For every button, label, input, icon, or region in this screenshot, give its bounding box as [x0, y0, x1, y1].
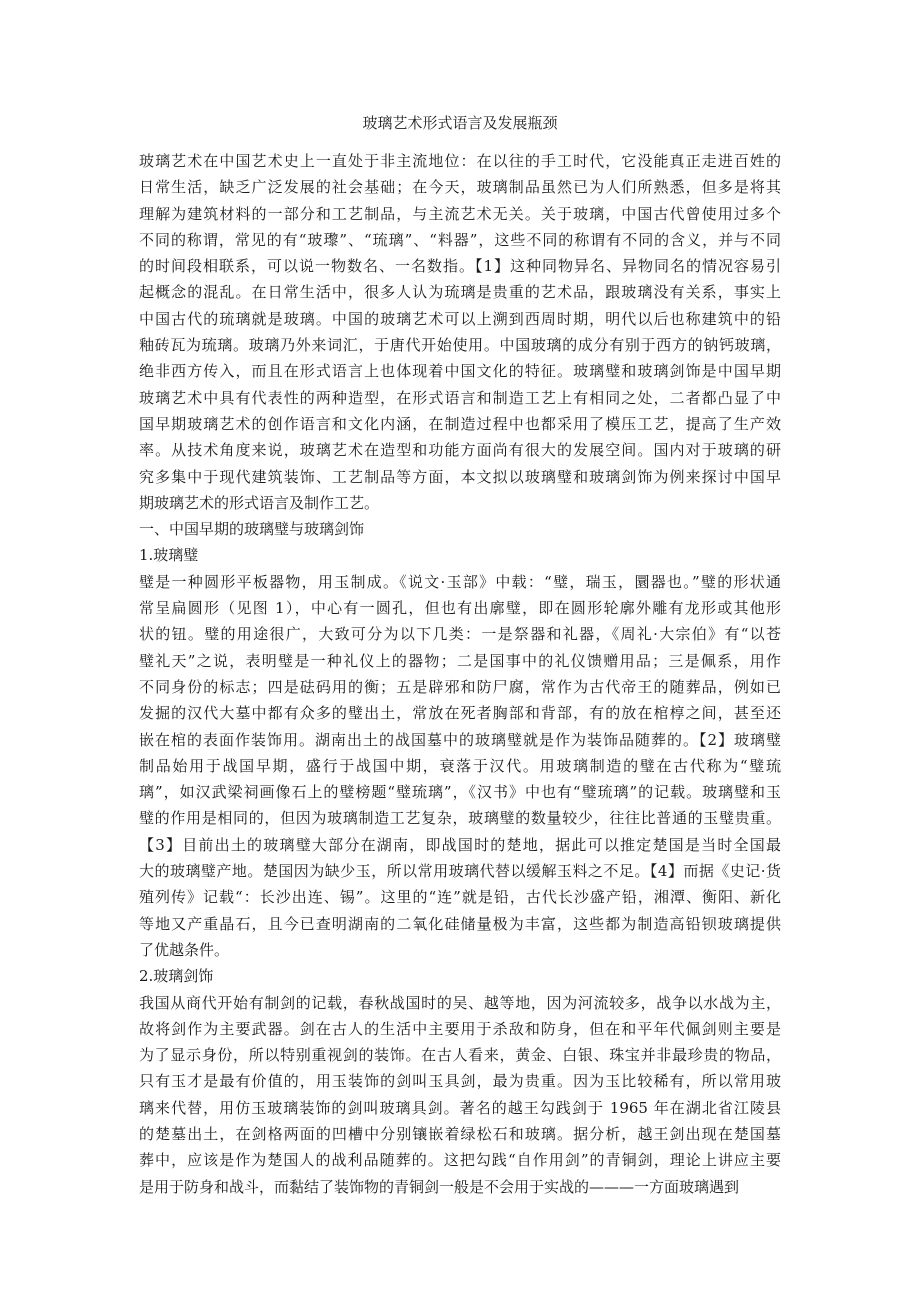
- text-line: 日常生活，缺乏广泛发展的社会基础；在今天，玻璃制品虽然已为人们所熟悉，但多是将其: [139, 178, 781, 197]
- text-line: 不同身份的标志；四是砝码用的衡；五是辟邪和防尸腐，常作为古代帝王的随葬品，例如已: [139, 677, 781, 696]
- text-line: 一、中国早期的玻璃璧与玻璃剑饰: [139, 520, 365, 539]
- section-heading: [139, 963, 781, 989]
- text-line: 只有玉才是最有价值的，用玉装饰的剑叫玉具剑，最为贵重。因为玉比较稀有，所以常用玻: [139, 1072, 781, 1091]
- section-heading: [139, 516, 781, 542]
- text-line: 1.玻璃璧: [139, 546, 199, 565]
- text-line: 不同的称谓，常见的有“玻瓈”、“琉璃”、“料器”，这些不同的称谓有不同的含义，并与不同: [139, 230, 781, 249]
- paragraph: [139, 569, 781, 963]
- text-line: 状的钮。璧的用途很广，大致可分为以下几类：一是祭器和礼器，《周礼·大宗伯》有“以苍: [139, 625, 781, 644]
- text-line: 璧是一种圆形平板器物，用玉制成。《说文·玉部》中载：“璧，瑞玉，圜器也。”璧的形状通: [139, 572, 781, 591]
- text-line: 嵌在棺的表面作装饰用。湖南出土的战国墓中的玻璃璧就是作为装饰品随葬的。【2】玻璃璧: [139, 730, 781, 749]
- text-line: 玻璃艺术中具有代表性的两种造型，在形式语言和制造工艺上有相同之处，二者都凸显了中: [139, 388, 781, 407]
- paragraph: [139, 148, 781, 516]
- text-line: 釉砖瓦为琉璃。玻璃乃外来词汇，于唐代开始使用。中国玻璃的成分有别于西方的钠钙玻璃，: [139, 336, 781, 355]
- text-line: 故将剑作为主要武器。剑在古人的生活中主要用于杀敌和防身，但在和平年代佩剑则主要是: [139, 1019, 781, 1038]
- text-line: 是用于防身和战斗，而黏结了装饰物的青铜剑一般是不会用于实战的———一方面玻璃遇到: [139, 1177, 740, 1196]
- text-line: 璃来代替，用仿玉玻璃装饰的剑叫玻璃具剑。著名的越王勾践剑于 1965 年在湖北省江陵县: [139, 1098, 781, 1117]
- text-line: 殖列传》记载“：长沙出连、锡”。这里的“连”就是铅，古代长沙盛产铅，湘潭、衡阳、新化: [139, 888, 781, 907]
- text-line: 璧的作用是相同的，但因为玻璃制造工艺复杂，玻璃璧的数量较少，往往比普通的玉璧贵重。: [139, 809, 781, 828]
- text-line: 璧礼天”之说，表明璧是一种礼仪上的器物；二是国事中的礼仪馈赠用品；三是佩系，用作: [139, 651, 781, 670]
- text-line: 率。从技术角度来说，玻璃艺术在造型和功能方面尚有很大的发展空间。国内对于玻璃的研: [139, 441, 781, 460]
- text-line: 为了显示身份，所以特别重视剑的装饰。在古人看来，黄金、白银、珠宝并非最珍贵的物品，: [139, 1046, 781, 1065]
- text-line: 葬中，应该是作为楚国人的战利品随葬的。这把勾践“自作用剑”的青铜剑，理论上讲应主要: [139, 1151, 781, 1170]
- text-line: 起概念的混乱。在日常生活中，很多人认为琉璃是贵重的艺术品，跟玻璃没有关系，事实上: [139, 283, 781, 302]
- text-line: 究多集中于现代建筑装饰、工艺制品等方面，本文拟以玻璃璧和玻璃剑饰为例来探讨中国早: [139, 467, 781, 486]
- document-body: [139, 148, 781, 1200]
- text-line: 理解为建筑材料的一部分和工艺制品，与主流艺术无关。关于玻璃，中国古代曾使用过多个: [139, 204, 781, 223]
- document-title: 玻璃艺术形式语言及发展瓶颈: [362, 114, 558, 132]
- text-line: 的楚墓出土，在剑格两面的凹槽中分别镶嵌着绿松石和玻璃。据分析，越王剑出现在楚国墓: [139, 1124, 781, 1143]
- text-line: 了优越条件。: [139, 940, 230, 959]
- text-line: 期玻璃艺术的形式语言及制作工艺。: [139, 493, 380, 512]
- text-line: 玻璃艺术在中国艺术史上一直处于非主流地位：在以往的手工时代，它没能真正走进百姓的: [139, 152, 781, 170]
- text-line: 等地又产重晶石，且今已查明湖南的二氧化硅储量极为丰富，这些都为制造高铅钡玻璃提供: [139, 914, 781, 933]
- text-line: 的时间段相联系，可以说一物数名、一名数指。【1】这种同物异名、异物同名的情况容易引: [139, 257, 781, 276]
- document-page: [139, 112, 781, 1200]
- text-line: 制品始用于战国早期，盛行于战国中期，衰落于汉代。用玻璃制造的璧在古代称为“璧琉: [139, 756, 781, 775]
- text-line: 国早期玻璃艺术的创作语言和文化内涵，在制造过程中也都采用了模压工艺，提高了生产效: [139, 414, 781, 433]
- text-line: 绝非西方传入，而且在形式语言上也体现着中国文化的特征。玻璃璧和玻璃剑饰是中国早期: [139, 362, 781, 381]
- text-line: 中国古代的琉璃就是玻璃。中国的玻璃艺术可以上溯到西周时期，明代以后也称建筑中的铅: [139, 309, 781, 328]
- paragraph: [139, 990, 781, 1200]
- text-line: 常呈扁圆形（见图 1），中心有一圆孔，但也有出廓璧，即在圆形轮廓外雕有龙形或其他形: [139, 599, 781, 618]
- text-line: 我国从商代开始有制剑的记载，春秋战国时的吴、越等地，因为河流较多，战争以水战为主，: [139, 993, 781, 1012]
- text-line: 大的玻璃璧产地。楚国因为缺少玉，所以常用玻璃代替以缓解玉料之不足。【4】而据《史记·货: [139, 862, 781, 881]
- text-line: 发掘的汉代大墓中都有众多的璧出土，常放在死者胸部和背部，有的放在棺椁之间，甚至还: [139, 704, 781, 723]
- text-line: 璃”，如汉武梁祠画像石上的璧榜题“璧琉璃”，《汉书》中也有“璧琉璃”的记载。玻璃璧和玉: [139, 783, 781, 802]
- text-line: 【3】目前出土的玻璃璧大部分在湖南，即战国时的楚地，据此可以推定楚国是当时全国最: [139, 835, 781, 854]
- text-line: 2.玻璃剑饰: [139, 967, 214, 986]
- section-heading: [139, 542, 781, 568]
